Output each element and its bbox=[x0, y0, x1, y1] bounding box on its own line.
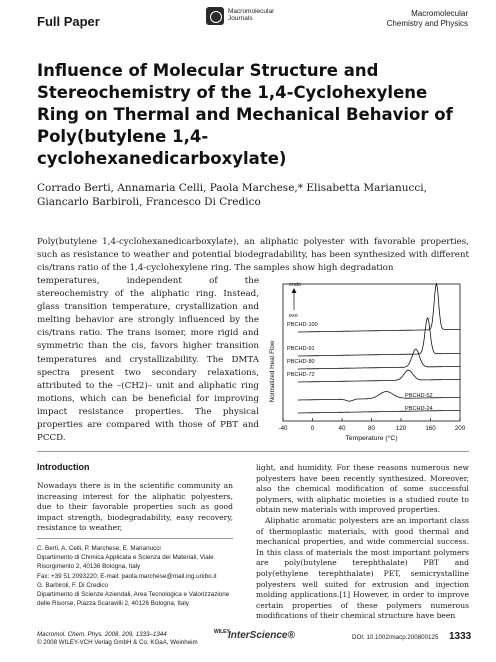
arrow-head-icon bbox=[292, 288, 297, 293]
logo-line-1: Macromolecular bbox=[228, 8, 275, 15]
exo-label: exo bbox=[289, 313, 298, 319]
authors-line-1: Corrado Berti, Annamaria Celli, Paola Marchese,* Elisabetta Marianucci, bbox=[37, 182, 427, 194]
dsc-figure bbox=[265, 276, 470, 448]
x-tick-label: 160 bbox=[425, 425, 436, 432]
logo-line-2: Journals bbox=[228, 15, 253, 22]
x-tick-label: 40 bbox=[338, 425, 346, 432]
endo-label: endo bbox=[289, 282, 301, 288]
footer-citation bbox=[37, 631, 198, 647]
copyright-text: © 2008 WILEY-VCH Verlag GmbH & Co. KGaA, Weinheim bbox=[37, 639, 198, 646]
x-tick-label: 0 bbox=[310, 425, 315, 432]
affiliation-line-4: G. Barbiroli, F. Di Credico bbox=[37, 581, 109, 589]
series-label-2: PBCHD-91 bbox=[287, 346, 315, 352]
x-tick-label: 200 bbox=[454, 425, 466, 432]
col2-paragraph-1: light, and humidity. For these reasons numerous new polyesters have been recently synthesized. Moreover, also the chemical modification of some successful polymers, with aliphatic moieties is a studied route to obtain new materials with improved properties. bbox=[256, 463, 469, 515]
dsc-chart bbox=[265, 276, 470, 448]
page-number: 1333 bbox=[449, 631, 472, 642]
affiliation-line-5: Dipartimento di Scienze Aziendali, Area Tecnologica e Valorizzazione delle Risorse, Piazza Scaravilli 2, 40126 Bologna, Italy bbox=[37, 591, 230, 608]
series-label-5: PBCHD-52 bbox=[405, 393, 433, 399]
series-line-4 bbox=[298, 370, 460, 382]
x-axis-label: Temperature (°C) bbox=[345, 435, 398, 442]
y-axis-label: Normalized Heat Flow bbox=[269, 340, 276, 403]
abstract-wide: Poly(butylene 1,4-cyclohexanedicarboxylate), an aliphatic polyester with favorable properties, such as resistance to weather and potential biodegradability, has been synthesized with different cis/trans ratio of the 1,4-cyclohexylene ring. The samples show high degradation bbox=[37, 237, 469, 274]
section-divider bbox=[37, 451, 469, 452]
publisher-logo bbox=[214, 628, 304, 646]
publisher-small-text: WILEY bbox=[214, 629, 230, 635]
journal-logo bbox=[206, 6, 288, 28]
journal-name-line-1: Macromolecular bbox=[411, 9, 468, 18]
authors-line-2: Giancarlo Barbiroli, Francesco Di Credico bbox=[37, 196, 261, 208]
x-tick-label: 80 bbox=[368, 425, 375, 432]
section-label: Full Paper bbox=[37, 14, 100, 29]
affiliation-line-2: Dipartimento di Chimica Applicata e Scienza dei Materiali, Viale Risorgimento 2, 40136 Bologna, Italy bbox=[37, 554, 214, 571]
citation-text: Macromol. Chem. Phys. 2008, 209, 1333–1344 bbox=[37, 631, 167, 638]
article-title: Influence of Molecular Structure and Stereochemistry of the 1,4-Cyclohexylene Ring on Thermal and Mechanical Behavior of Poly(butylene 1,4-cyclohexanedicarboxylate) bbox=[37, 61, 453, 168]
body-column-1: Nowadays there is in the scientific community an increasing interest for the aliphatic polyesters, due to their favorable properties such as good impact strength, biodegradability, easy recovery, resistance to weather, bbox=[37, 481, 233, 533]
series-label-4: PBCHD-72 bbox=[287, 372, 315, 378]
plot-frame bbox=[283, 284, 460, 421]
introduction-heading: Introduction bbox=[37, 462, 90, 472]
journal-name bbox=[358, 9, 468, 29]
doi-text: DOI: 10.1002/macp.200800125 bbox=[352, 634, 439, 641]
series-label-1: PBCHD-100 bbox=[287, 322, 318, 328]
series-line-5 bbox=[298, 392, 460, 402]
series-label-3: PBCHD-80 bbox=[287, 359, 315, 365]
affiliation-line-3: Fax: +39 51 2093220; E-mail: paola.marchese@mail.ing.unibo.it bbox=[37, 572, 217, 580]
col2-paragraph-2: Aliphatic aromatic polyesters are an important class of thermoplastic materials, with good thermal and mechanical properties, and wide commercial success. In this class of materials the most important polymers are poly(butylene terephthalate) PBT and poly(ethylene terephthalate) PET, semicrystalline polyesters well suited for extrusion and injection molding applications.[1] However, in order to improve certain properties of these polymers numerous modifications of their chemical structure have been bbox=[256, 515, 469, 621]
series-line-1 bbox=[298, 284, 460, 332]
x-tick-label: 120 bbox=[395, 425, 407, 432]
body-column-2 bbox=[256, 463, 469, 622]
affiliation-line-1: C. Berti, A. Celli, P. Marchese, E. Marianucci bbox=[37, 545, 161, 552]
affiliation-box bbox=[37, 538, 233, 608]
series-line-2 bbox=[298, 318, 460, 356]
abstract-narrow: temperatures, independent of the stereochemistry of the aliphatic ring. Instead, glass transition temperature, crystallization and melting behavior are strongly influenced by the cis/trans ratio. The trans isomer, more rigid and symmetric than the cis, favors higher transition temperatures and crystallizability. The DMTA spectra present two secondary relaxations, attributed to the –(CH2)– unit and aliphatic ring motions, which can be beneficial for improving impact resistance properties. The physical properties are compared with those of PBT and PCCD. bbox=[37, 276, 259, 444]
series-line-6 bbox=[298, 410, 460, 413]
author-list bbox=[37, 181, 467, 209]
series-label-6: PBCHD-24 bbox=[405, 406, 433, 412]
x-tick-label: -40 bbox=[278, 425, 288, 432]
journal-logo-icon bbox=[206, 7, 224, 25]
series-line-3 bbox=[298, 349, 460, 369]
journal-name-line-2: Chemistry and Physics bbox=[386, 19, 468, 28]
publisher-brand-text: InterScience® bbox=[228, 630, 295, 641]
